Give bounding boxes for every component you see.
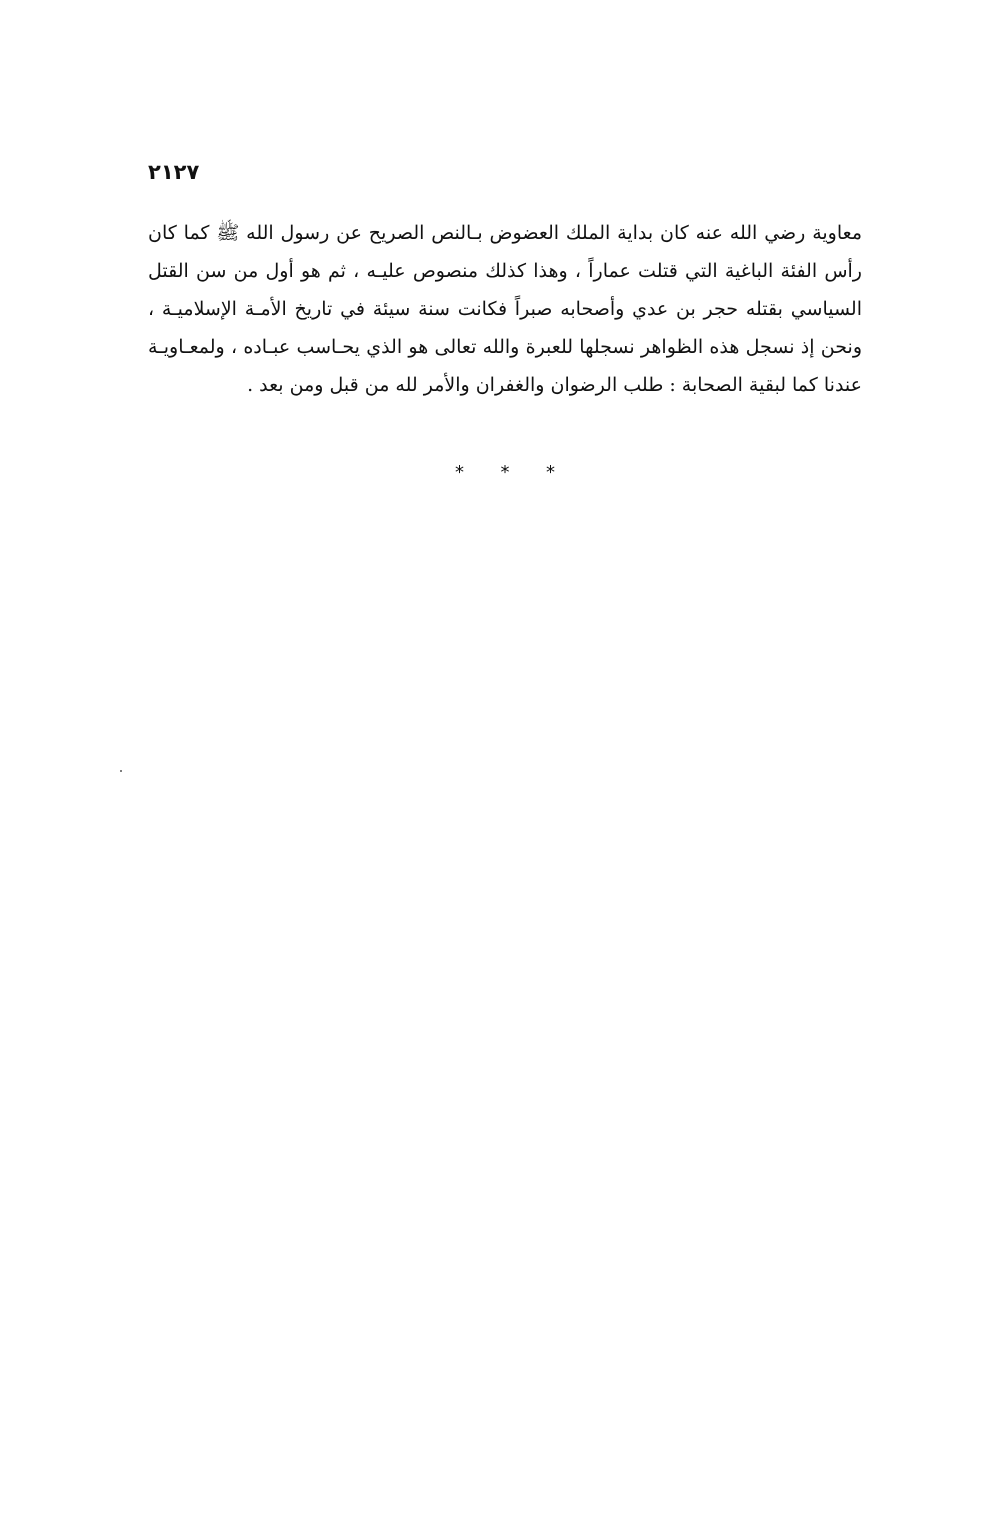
- text-line-4: ونحن إذ نسجل هذه الظواهر نسجلها للعبرة والله تعالى هو الذي يحـاسب عبـاده ، ولمعـاويـة: [148, 336, 862, 358]
- page-number: ٢١٢٧: [148, 160, 200, 184]
- separator-asterisk: *: [455, 462, 464, 483]
- separator-asterisk: *: [500, 462, 510, 483]
- scan-speck: [120, 770, 122, 772]
- text-line-3: السياسي بقتله حجر بن عدي وأصحابه صبراً فكانت سنة سيئة في تاريخ الأمـة الإسلاميـة ،: [148, 298, 862, 320]
- section-separator: [455, 462, 555, 483]
- text-line-1: معاوية رضي الله عنه كان بداية الملك العضوض بـالنص الصريح عن رسول الله ﷺ كما كان: [148, 222, 862, 244]
- text-line-2: رأس الفئة الباغية التي قتلت عماراً ، وهذا كذلك منصوص عليـه ، ثم هو أول من سن القتل: [148, 260, 862, 282]
- body-paragraph: [148, 214, 862, 404]
- separator-asterisk: *: [546, 462, 555, 483]
- text-line-5: عندنا كما لبقية الصحابة : طلب الرضوان والغفران والأمر لله من قبل ومن بعد .: [247, 374, 862, 396]
